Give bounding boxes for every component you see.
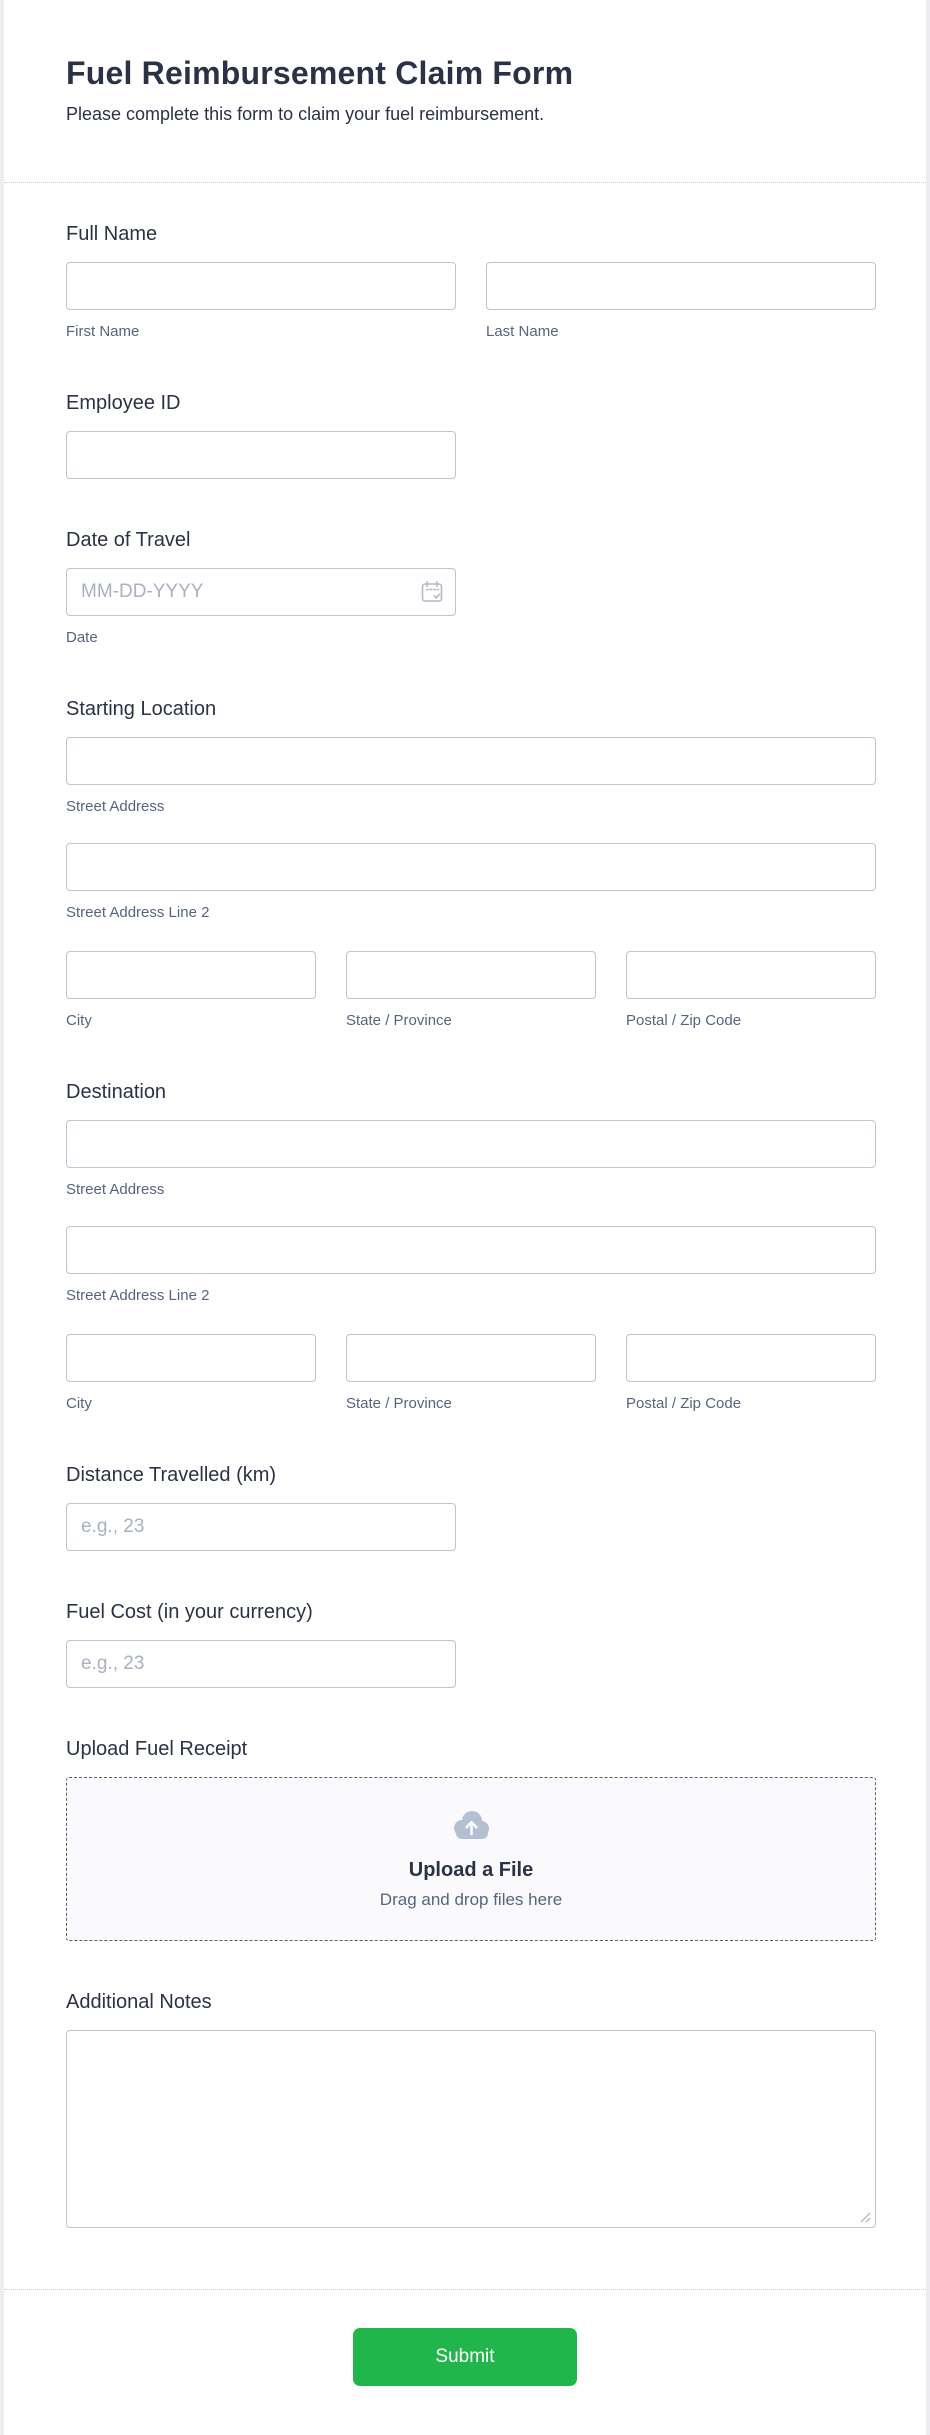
form-main xyxy=(4,183,926,2289)
upload-title: Upload a File xyxy=(408,1859,534,1881)
question-employee-id xyxy=(66,390,879,479)
distance-label: Distance Travelled (km) xyxy=(66,1464,277,1486)
question-starting-location xyxy=(66,696,879,1031)
last-name-input[interactable] xyxy=(486,262,876,310)
date-sublabel: Date xyxy=(66,629,98,646)
starting-street-input[interactable] xyxy=(66,737,876,785)
first-name-input[interactable] xyxy=(66,262,456,310)
destination-street-input[interactable] xyxy=(66,1120,876,1168)
upload-dropzone[interactable] xyxy=(66,1777,876,1941)
starting-state-input[interactable] xyxy=(346,951,596,999)
form-card xyxy=(4,0,926,2435)
destination-city-input[interactable] xyxy=(66,1334,316,1382)
starting-street2-input[interactable] xyxy=(66,843,876,891)
starting-city-input[interactable] xyxy=(66,951,316,999)
starting-location-label: Starting Location xyxy=(66,698,217,720)
last-name-sublabel: Last Name xyxy=(486,323,559,340)
submit-section xyxy=(4,2289,926,2435)
upload-hint: Drag and drop files here xyxy=(379,1890,563,1909)
first-name-sublabel: First Name xyxy=(66,323,140,340)
employee-id-input[interactable] xyxy=(66,431,456,479)
distance-input[interactable] xyxy=(66,1503,456,1551)
date-of-travel-label: Date of Travel xyxy=(66,529,191,551)
additional-notes-label: Additional Notes xyxy=(66,1991,212,2013)
starting-postal-input[interactable] xyxy=(626,951,876,999)
question-destination xyxy=(66,1079,879,1414)
upload-receipt-label: Upload Fuel Receipt xyxy=(66,1738,248,1760)
form-header xyxy=(4,0,926,183)
upload-cloud-icon xyxy=(448,1807,494,1841)
submit-button[interactable]: Submit xyxy=(353,2328,577,2386)
destination-label: Destination xyxy=(66,1081,167,1103)
starting-city-sublabel: City xyxy=(66,1012,92,1029)
page-title: Fuel Reimbursement Claim Form xyxy=(66,55,574,91)
question-distance xyxy=(66,1462,879,1551)
destination-state-input[interactable] xyxy=(346,1334,596,1382)
question-upload-receipt xyxy=(66,1736,879,1941)
starting-postal-sublabel: Postal / Zip Code xyxy=(626,1012,742,1029)
notes-textarea[interactable] xyxy=(66,2030,876,2228)
fuel-cost-label: Fuel Cost (in your currency) xyxy=(66,1601,313,1623)
starting-street2-sublabel: Street Address Line 2 xyxy=(66,904,210,921)
destination-street2-input[interactable] xyxy=(66,1226,876,1274)
date-input[interactable] xyxy=(66,568,456,616)
destination-street2-sublabel: Street Address Line 2 xyxy=(66,1287,210,1304)
fuel-cost-input[interactable] xyxy=(66,1640,456,1688)
employee-id-label: Employee ID xyxy=(66,392,181,414)
starting-street-sublabel: Street Address xyxy=(66,798,165,815)
question-fuel-cost xyxy=(66,1599,879,1688)
destination-city-sublabel: City xyxy=(66,1395,92,1412)
full-name-label: Full Name xyxy=(66,223,158,245)
starting-state-sublabel: State / Province xyxy=(346,1012,452,1029)
question-additional-notes xyxy=(66,1989,879,2228)
destination-postal-input[interactable] xyxy=(626,1334,876,1382)
question-date-of-travel xyxy=(66,527,879,648)
destination-state-sublabel: State / Province xyxy=(346,1395,452,1412)
page-subtitle: Please complete this form to claim your fuel reimbursement. xyxy=(66,104,545,124)
destination-street-sublabel: Street Address xyxy=(66,1181,165,1198)
question-full-name xyxy=(66,221,879,342)
destination-postal-sublabel: Postal / Zip Code xyxy=(626,1395,742,1412)
calendar-icon[interactable] xyxy=(418,578,446,606)
